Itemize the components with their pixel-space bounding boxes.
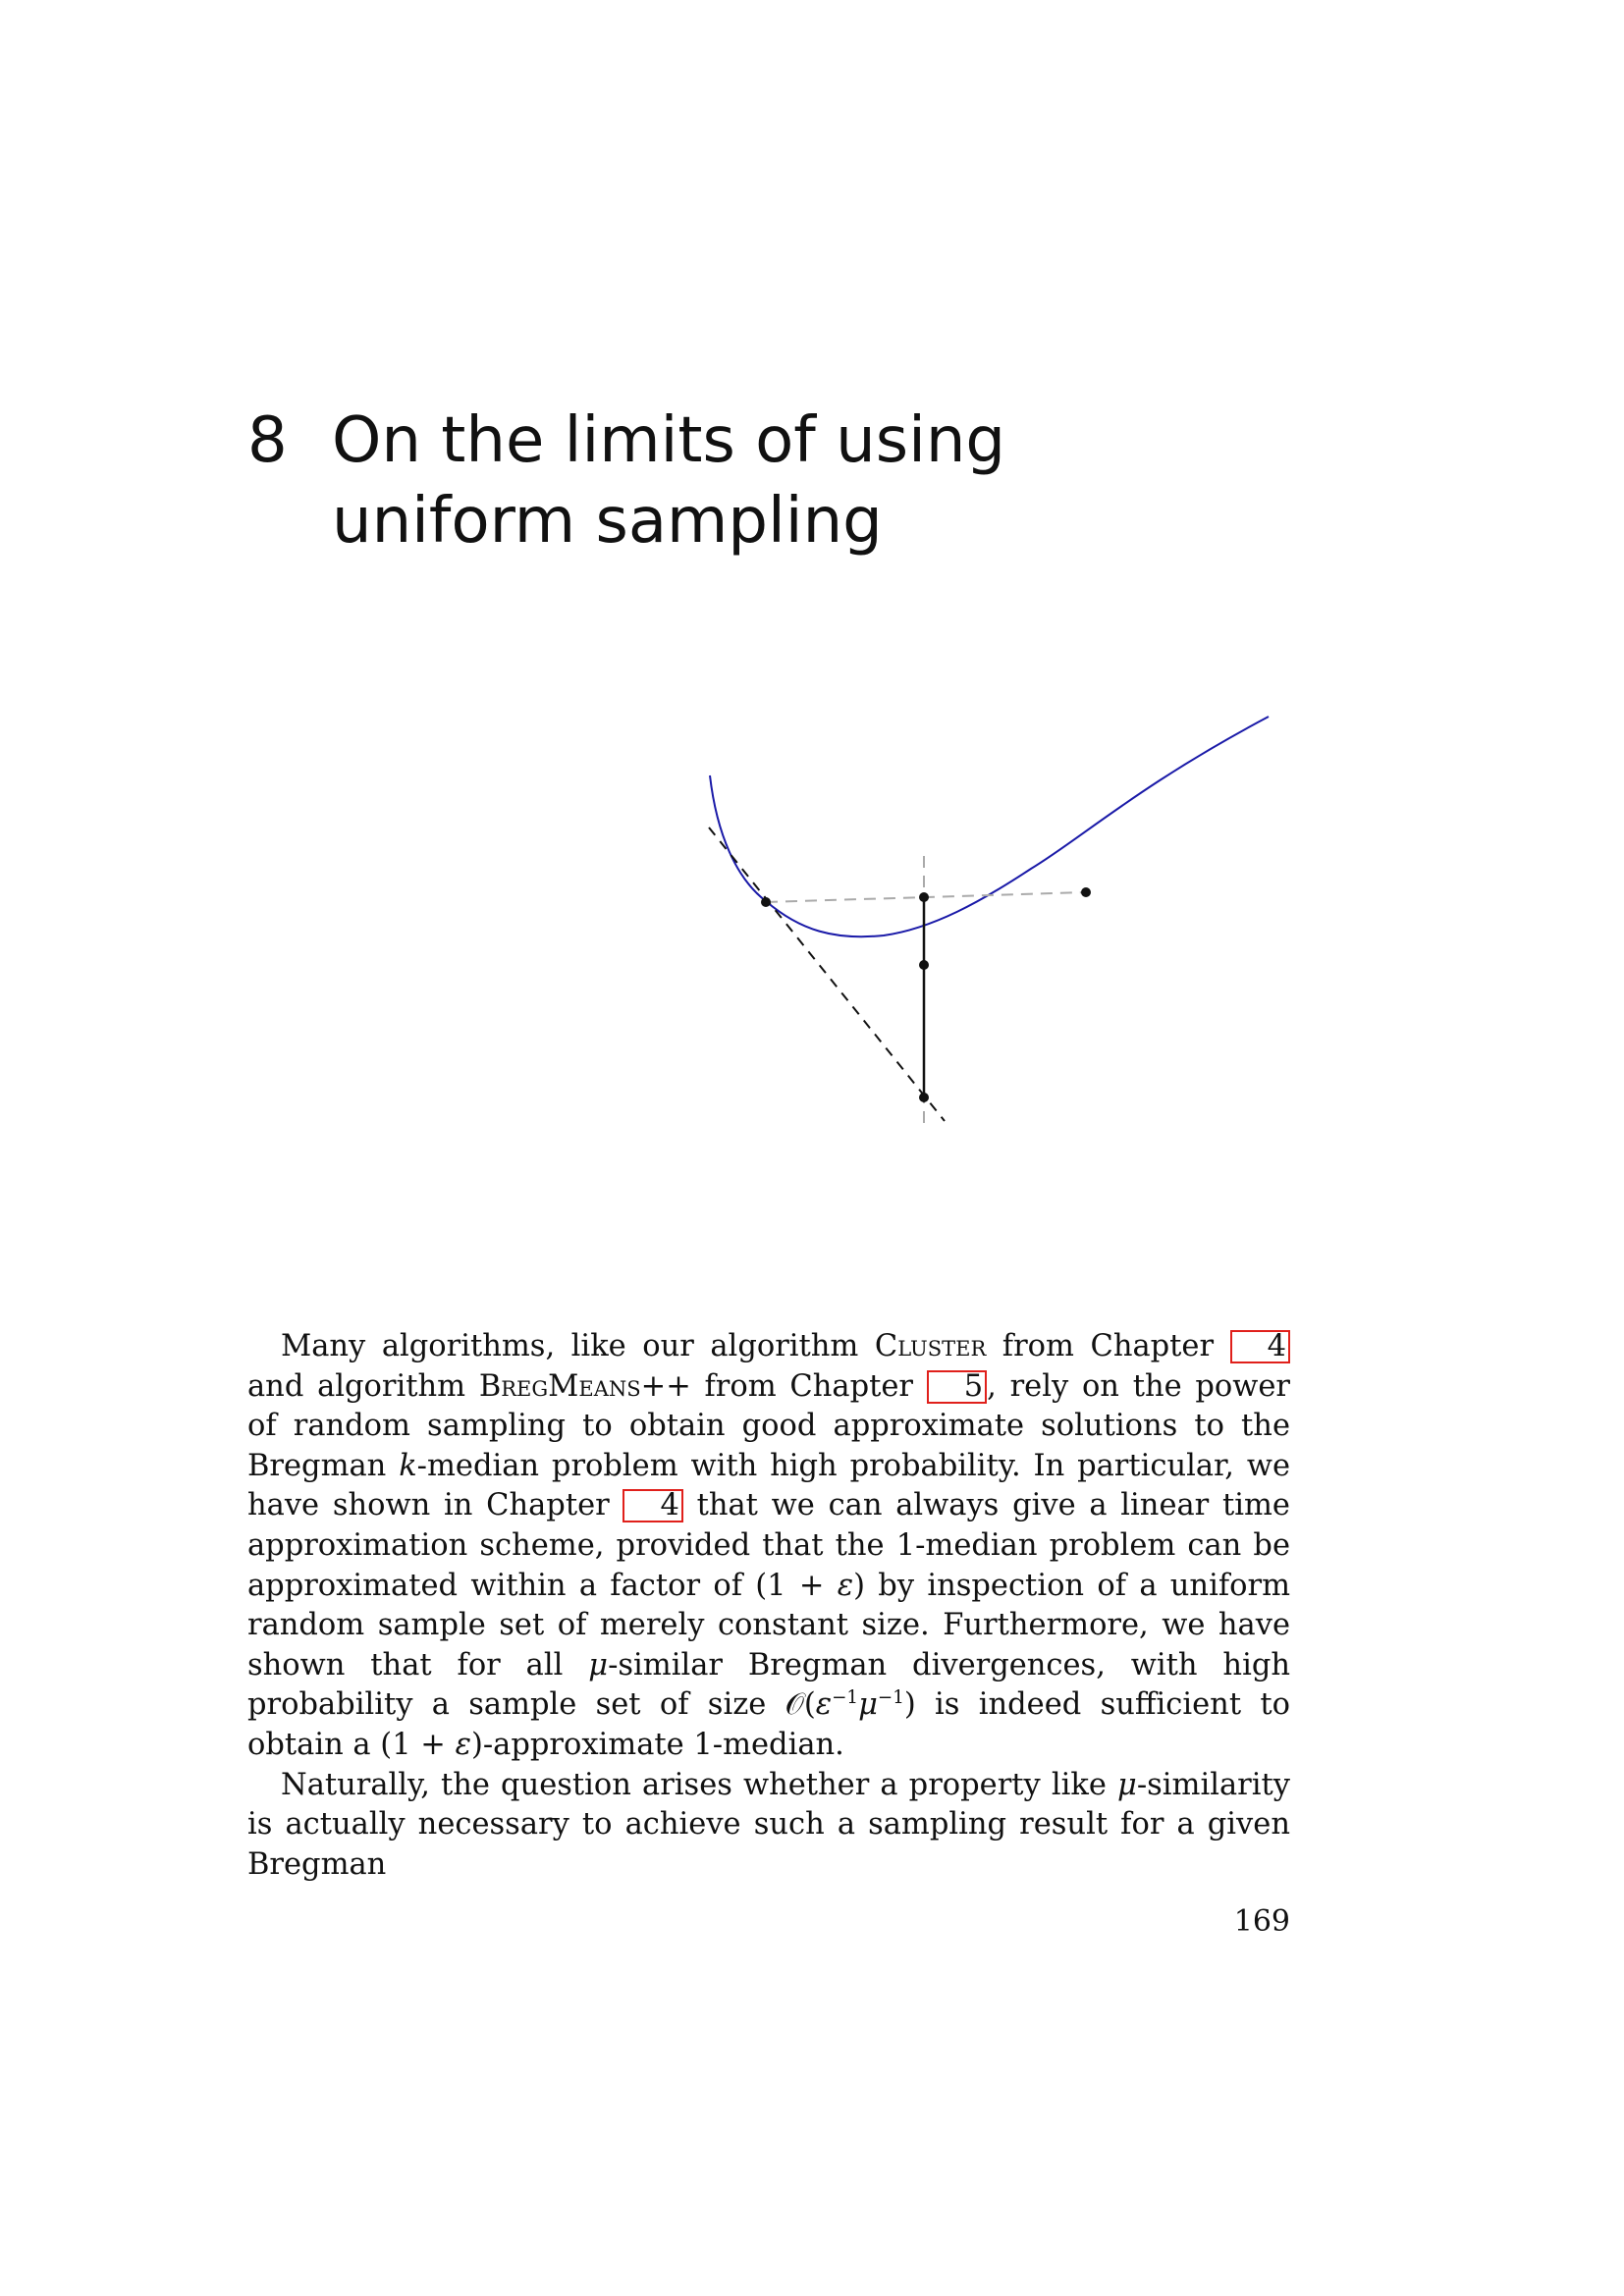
chapter-title: On the limits of using uniform sampling bbox=[332, 404, 1006, 558]
text-run: ) is indeed sufficient to obtain a (1 + bbox=[247, 1687, 1290, 1762]
paragraph-2 bbox=[247, 1766, 1290, 1886]
point-curve-mid bbox=[919, 960, 929, 970]
math-mu: μ bbox=[858, 1687, 878, 1723]
math-big-o: 𝒪 bbox=[785, 1687, 804, 1723]
algorithm-cluster: Cluster bbox=[874, 1329, 987, 1363]
math-exponent: −1 bbox=[832, 1687, 859, 1709]
text-run: that we can always give a linear time approximation scheme, provided that the 1-median problem can be approximated within a factor of (1 + bbox=[247, 1488, 1290, 1603]
convex-function-curve bbox=[710, 717, 1269, 936]
point-chord-mid bbox=[919, 892, 929, 902]
math-k: k bbox=[399, 1448, 417, 1483]
text-run: ( bbox=[803, 1687, 816, 1723]
math-epsilon: ε bbox=[837, 1568, 854, 1603]
point-left bbox=[761, 897, 771, 907]
text-run: -similar Bregman divergences, with high probability a sample set of size bbox=[247, 1647, 1291, 1723]
math-exponent: −1 bbox=[877, 1687, 904, 1709]
text-run: Naturally, the question arises whether a property like bbox=[281, 1767, 1118, 1802]
chapter-ref-link[interactable]: 4 bbox=[1230, 1330, 1290, 1363]
math-epsilon: ε bbox=[455, 1727, 471, 1762]
point-tangent bbox=[919, 1093, 929, 1102]
paragraph-1 bbox=[247, 1327, 1290, 1766]
chapter-ref-link[interactable]: 5 bbox=[927, 1370, 987, 1404]
text-run: from Chapter bbox=[986, 1329, 1230, 1363]
math-mu: μ bbox=[1117, 1767, 1137, 1802]
text-run: from Chapter bbox=[690, 1368, 927, 1404]
tangent-line bbox=[709, 828, 945, 1121]
text-run: Many algorithms, like our algorithm bbox=[281, 1329, 875, 1363]
chapter-number: 8 bbox=[247, 404, 288, 477]
page-number: 169 bbox=[1233, 1904, 1290, 1939]
chapter-ref-link[interactable]: 4 bbox=[623, 1489, 682, 1522]
text-run: , rely on the power of random sampling to obtain good approximate solutions to the Bregman bbox=[247, 1368, 1291, 1483]
bregman-divergence-figure bbox=[687, 687, 1296, 1139]
point-right bbox=[1081, 887, 1091, 897]
algorithm-bregmeans: BregMeans++ bbox=[478, 1368, 691, 1404]
math-mu: μ bbox=[588, 1647, 609, 1682]
text-run: -similarity is actually necessary to achieve such a sampling result for a given Bregman bbox=[247, 1767, 1290, 1882]
text-run: -median problem with high probability. In particular, we have shown in Chapter bbox=[247, 1448, 1290, 1523]
text-run: )-approximate 1-median. bbox=[470, 1727, 844, 1762]
text-run: and algorithm bbox=[247, 1368, 479, 1404]
text-run: ) by inspection of a uniform random sample set of merely constant size. Furthermore, we have shown that for all bbox=[247, 1568, 1290, 1682]
body-text bbox=[247, 1327, 1290, 1885]
math-epsilon: ε bbox=[815, 1687, 833, 1723]
